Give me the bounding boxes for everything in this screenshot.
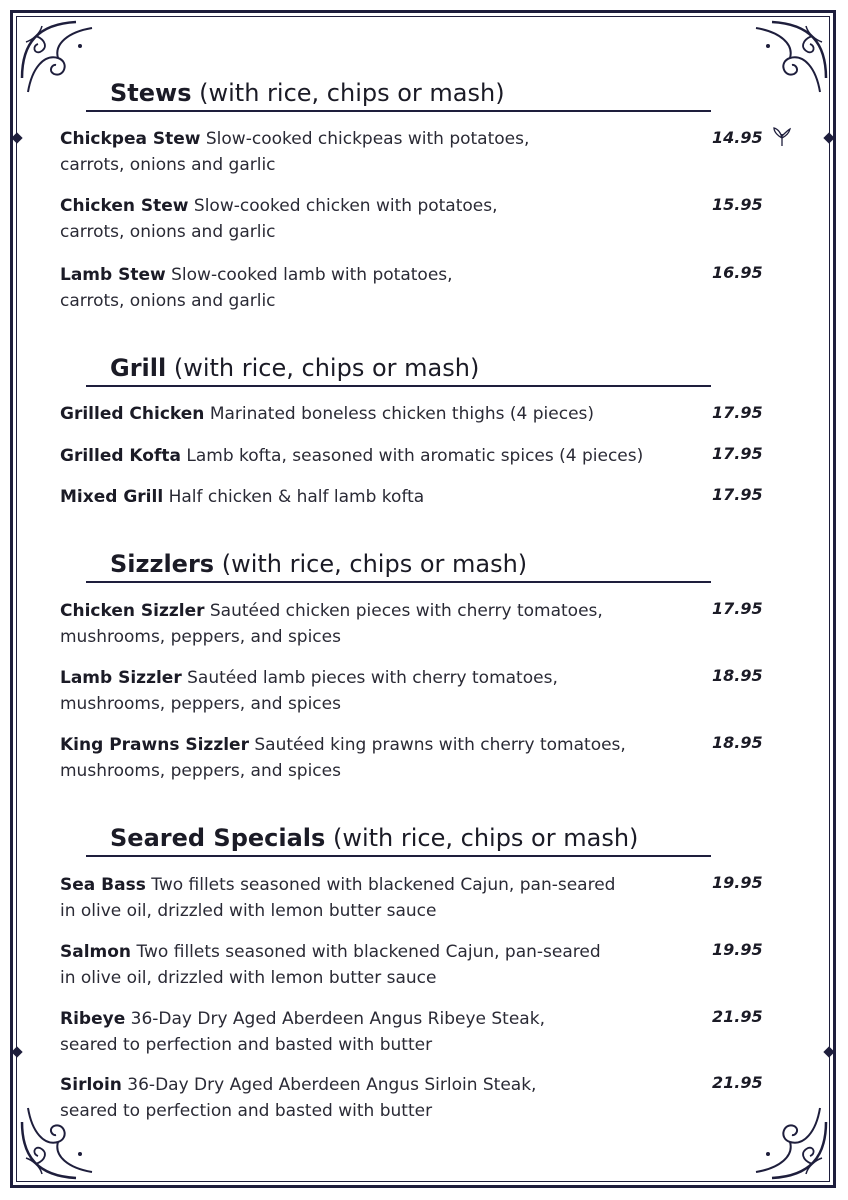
item-description: Sautéed lamb pieces with cherry tomatoes, (187, 668, 558, 688)
item-name: Mixed Grill (60, 487, 164, 507)
menu-item (60, 443, 700, 469)
item-description: 36-Day Dry Aged Aberdeen Angus Ribeye Steak, (130, 1009, 545, 1029)
section-title-seared-specials (110, 824, 638, 852)
section-subtitle: (with rice, chips or mash) (173, 354, 480, 382)
item-name: Lamb Sizzler (60, 668, 182, 688)
item-description: 36-Day Dry Aged Aberdeen Angus Sirloin Steak, (127, 1075, 537, 1095)
item-name: Chicken Sizzler (60, 601, 205, 621)
item-price: 17.95 (712, 444, 763, 463)
section-title-stews (110, 79, 505, 107)
item-description: Slow-cooked chicken with potatoes, (193, 196, 498, 216)
menu-item (60, 665, 700, 717)
item-name: Sea Bass (60, 875, 146, 895)
item-description: Sautéed king prawns with cherry tomatoes, (254, 735, 626, 755)
section-name: Seared Specials (110, 824, 326, 852)
item-price: 15.95 (712, 195, 763, 214)
item-name: Lamb Stew (60, 265, 166, 285)
item-name: Sirloin (60, 1075, 122, 1095)
section-rule (86, 581, 711, 583)
item-name: Grilled Chicken (60, 404, 205, 424)
item-name: Salmon (60, 942, 132, 962)
item-name: Chicken Stew (60, 196, 189, 216)
section-title-sizzlers (110, 550, 527, 578)
section-title-grill (110, 354, 479, 382)
item-name: King Prawns Sizzler (60, 735, 249, 755)
item-price: 19.95 (712, 940, 763, 959)
item-price: 19.95 (712, 873, 763, 892)
item-description: Marinated boneless chicken thighs (4 pieces) (209, 404, 595, 424)
item-description: Two fillets seasoned with blackened Cajun, pan-seared (151, 875, 616, 895)
section-subtitle: (with rice, chips or mash) (199, 79, 505, 107)
item-price: 17.95 (712, 403, 763, 422)
item-description-cont: carrots, onions and garlic (60, 222, 276, 242)
menu-item (60, 1072, 700, 1124)
item-name: Ribeye (60, 1009, 126, 1029)
item-price: 18.95 (712, 666, 763, 685)
corner-flourish-icon (752, 18, 830, 96)
item-description: Two fillets seasoned with blackened Cajun, pan-seared (136, 942, 601, 962)
item-description: Slow-cooked lamb with potatoes, (171, 265, 453, 285)
item-price: 17.95 (712, 599, 763, 618)
menu-item (60, 484, 700, 510)
section-rule (86, 385, 711, 387)
item-description: Sautéed chicken pieces with cherry tomatoes, (209, 601, 603, 621)
item-description-cont: mushrooms, peppers, and spices (60, 761, 341, 781)
item-price: 16.95 (712, 263, 763, 282)
item-price: 17.95 (712, 485, 763, 504)
section-name: Grill (110, 354, 167, 382)
item-description-cont: in olive oil, drizzled with lemon butter sauce (60, 901, 437, 921)
section-name: Stews (110, 79, 192, 107)
menu-item (60, 262, 700, 314)
menu-item (60, 193, 700, 245)
section-subtitle: (with rice, chips or mash) (221, 550, 528, 578)
section-subtitle: (with rice, chips or mash) (332, 824, 639, 852)
item-description-cont: seared to perfection and basted with butter (60, 1101, 433, 1121)
menu-item (60, 598, 700, 650)
section-name: Sizzlers (110, 550, 215, 578)
item-price: 21.95 (712, 1007, 763, 1026)
item-description-cont: mushrooms, peppers, and spices (60, 694, 341, 714)
item-name: Chickpea Stew (60, 129, 201, 149)
corner-flourish-icon (18, 18, 96, 96)
item-description: Slow-cooked chickpeas with potatoes, (205, 129, 530, 149)
item-price: 21.95 (712, 1073, 763, 1092)
item-description-cont: carrots, onions and garlic (60, 155, 276, 175)
item-name: Grilled Kofta (60, 446, 181, 466)
menu-item (60, 939, 700, 991)
item-price: 18.95 (712, 733, 763, 752)
menu-item (60, 1006, 700, 1058)
item-price: 14.95 (712, 128, 763, 147)
vegan-leaf-icon (772, 126, 792, 148)
menu-item (60, 732, 700, 784)
section-rule (86, 110, 711, 112)
item-description-cont: carrots, onions and garlic (60, 291, 276, 311)
item-description: Lamb kofta, seasoned with aromatic spices (4 pieces) (186, 446, 644, 466)
item-description: Half chicken & half lamb kofta (168, 487, 425, 507)
corner-flourish-icon (752, 1104, 830, 1182)
section-rule (86, 855, 711, 857)
item-description-cont: in olive oil, drizzled with lemon butter sauce (60, 968, 437, 988)
item-description-cont: mushrooms, peppers, and spices (60, 627, 341, 647)
menu-item (60, 126, 700, 178)
menu-item (60, 401, 700, 427)
menu-item (60, 872, 700, 924)
item-description-cont: seared to perfection and basted with butter (60, 1035, 433, 1055)
